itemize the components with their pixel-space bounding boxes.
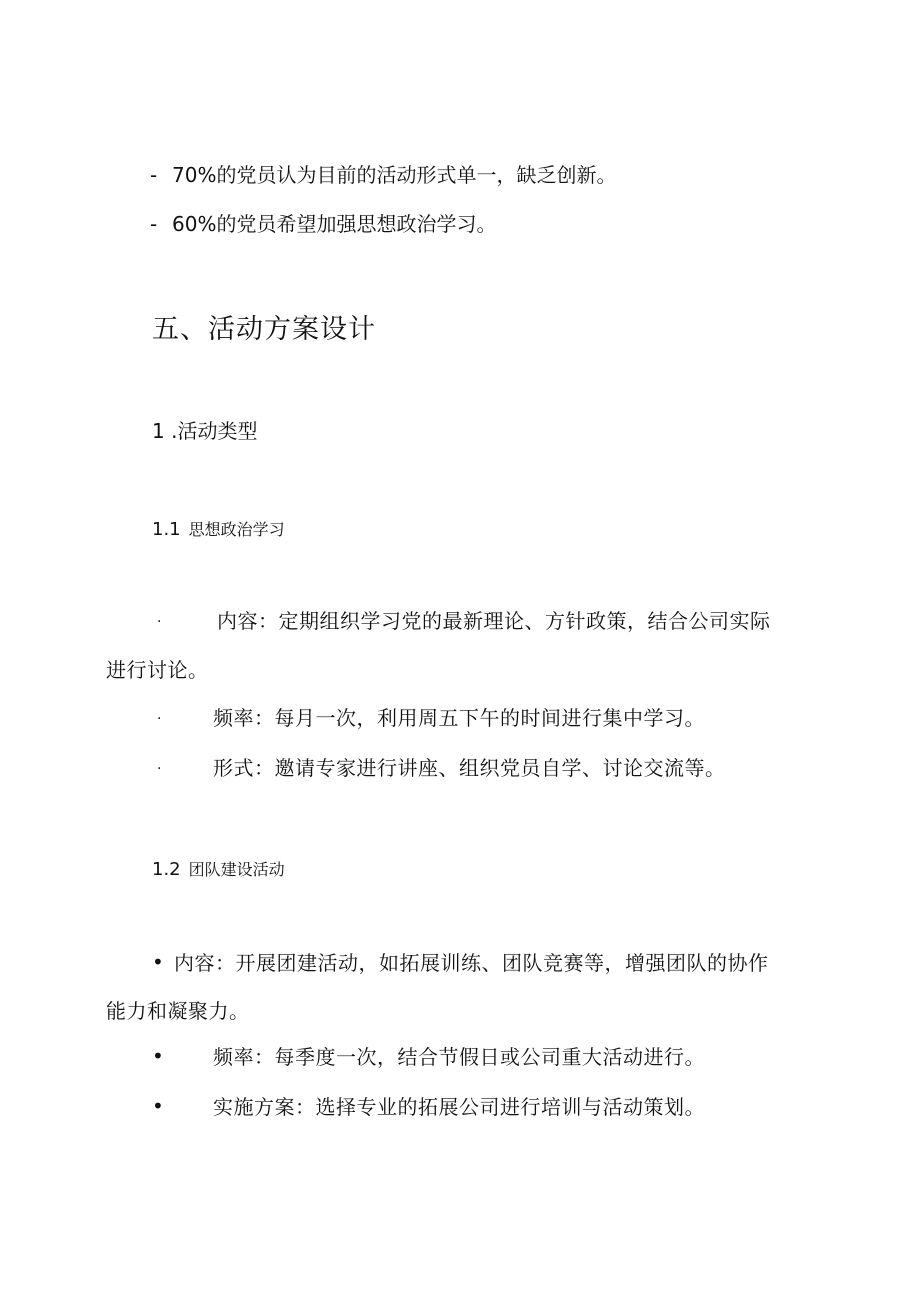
group-heading	[152, 521, 285, 539]
list-item-text: 内容：开展团建活动，如拓展训练、团队竞赛等，增强团队的协作	[174, 951, 769, 975]
dash-marker: -	[150, 163, 158, 187]
group-number: 1.2	[152, 859, 181, 880]
bullet-icon: ·	[157, 614, 162, 630]
list-item-continuation: 能力和凝聚力。	[106, 999, 250, 1023]
bullet-icon: •	[152, 1044, 164, 1068]
bullet-icon: •	[152, 950, 164, 974]
bullet-icon: ·	[157, 761, 162, 777]
list-item-text: 形式：邀请专家进行讲座、组织党员自学、讨论交流等。	[213, 756, 726, 780]
group-title: 团队建设活动	[188, 860, 285, 879]
group-number: 1.1	[152, 519, 181, 540]
sub-heading: 1 .活动类型	[152, 419, 258, 443]
list-item	[150, 165, 616, 185]
list-item-text: 频率：每季度一次，结合节假日或公司重大活动进行。	[213, 1045, 705, 1069]
list-item-text: 内容：定期组织学习党的最新理论、方针政策，结合公司实际	[217, 609, 771, 633]
list-item-text: 60%的党员希望加强思想政治学习。	[172, 212, 497, 236]
section-heading: 五、活动方案设计	[152, 314, 376, 345]
list-item-text: 70%的党员认为目前的活动形式单一，缺乏创新。	[172, 163, 617, 187]
list-item-text: 实施方案：选择专业的拓展公司进行培训与活动策划。	[213, 1095, 705, 1119]
list-item-text: 频率：每月一次，利用周五下午的时间进行集中学习。	[213, 706, 705, 730]
group-heading	[152, 861, 285, 879]
bullet-icon: •	[152, 1094, 164, 1118]
bullet-icon: ·	[157, 711, 162, 727]
group-title: 思想政治学习	[188, 520, 285, 539]
list-item-continuation: 进行讨论。	[106, 658, 209, 682]
dash-marker: -	[150, 212, 158, 236]
list-item	[150, 214, 496, 234]
